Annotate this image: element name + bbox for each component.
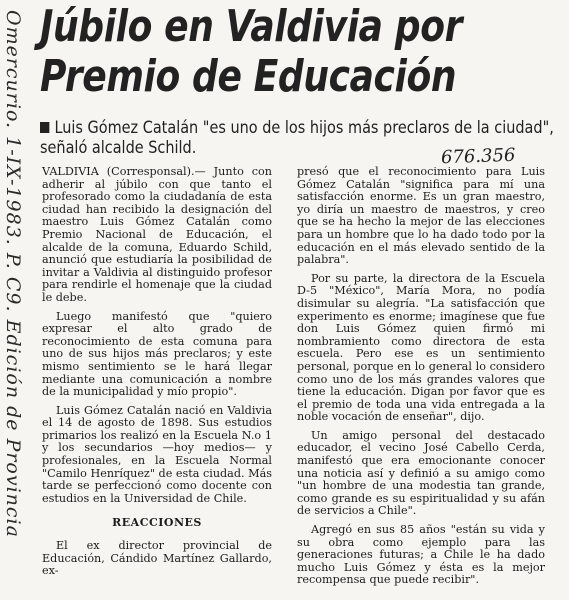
article-column-left xyxy=(42,166,272,584)
paragraph: Por su parte, la directora de la Escuela D-5 "México", María Mora, no podía disimular su alegría. "La satisfacción que experimento es enorme; imagínese que fue don Luis Gómez quien firmó mi nombramiento como directora de esta escuela. Pero ese es un sentimiento personal, porque en lo general lo considero como uno de los más grandes valores que tiene la educación. Digan por favor que es el premio de toda una vida entregada a la noble vocación de enseñar", dijo. xyxy=(297,271,545,424)
headline-line-2: Premio de Educación xyxy=(40,51,457,102)
headline-line-1: Júbilo en Valdivia por xyxy=(40,1,462,52)
paragraph: Agregó en sus 85 años "están su vida y su obra como ejemplo para las generaciones futuras; a Chile le ha dado mucho Luis Gómez y ésta es la mejor recompensa que puede recibir". xyxy=(297,523,545,587)
handwritten-margin-note xyxy=(2,0,28,600)
subheadline-text: Luis Gómez Catalán "es uno de los hijos más preclaros de la ciudad", señaló alcalde Schild. xyxy=(40,118,554,158)
margin-note-text: Omercurio. 1-IX-1983. P. C9. Edición de Provincia xyxy=(2,10,24,538)
section-title: REACCIONES xyxy=(112,516,202,530)
article-column-right xyxy=(297,166,545,593)
paragraph: VALDIVIA (Corresponsal).— Junto con adherir al júbilo con que tanto el profesorado como la ciudadanía de esta ciudad han recibido la designación del maestro Luis Gómez Catalán como Premio Nacional de Educación, el alcalde de la comuna, Eduardo Schild, anunció que estudiaría la posibilidad de invitar a Valdivia al distinguido profesor para rendirle el homenaje que la ciudad le debe. xyxy=(42,165,272,304)
bullet-square-icon xyxy=(40,122,49,133)
headline xyxy=(40,2,471,102)
paragraph: Luego manifestó que "quiero expresar el alto grado de reconocimiento de esta comuna para uno de sus hijos más preclaros; y este mismo sentimiento se le hará llegar mediante una comunicación a nombre de la municipalidad y mío propio". xyxy=(42,309,272,399)
paragraph: presó que el reconocimiento para Luis Gómez Catalán "significa para mí una satisfacción enorme. Es un gran maestro, yo diría un maestro de maestros, y creo que se ha hecho la mejor de las elecciones para un hombre que lo ha dado todo por la educación en el más elevado sentido de la palabra". xyxy=(297,165,545,267)
handwritten-catalog-number: 676.356 xyxy=(440,144,516,169)
paragraph: El ex director provincial de Educación, Cándido Martínez Gallardo, ex- xyxy=(42,539,272,578)
paragraph: Luis Gómez Catalán nació en Valdivia el 14 de agosto de 1898. Sus estudios primarios los realizó en la Escuela N.o 1 y los secundarios —hoy medios— y profesionales, en la Escuela Normal "Camilo Henríquez" de esta ciudad. Más tarde se perfeccionó como docente con estudios en la Universidad de Chile. xyxy=(42,403,272,505)
paragraph: Un amigo personal del destacado educador, el vecino José Cabello Cerda, manifestó que era emocionante conocer una noticia así y definió a su amigo como "un hombre de una modestia tan grande, como grande es su espiritualidad y su afán de servicios a Chile". xyxy=(297,428,545,518)
